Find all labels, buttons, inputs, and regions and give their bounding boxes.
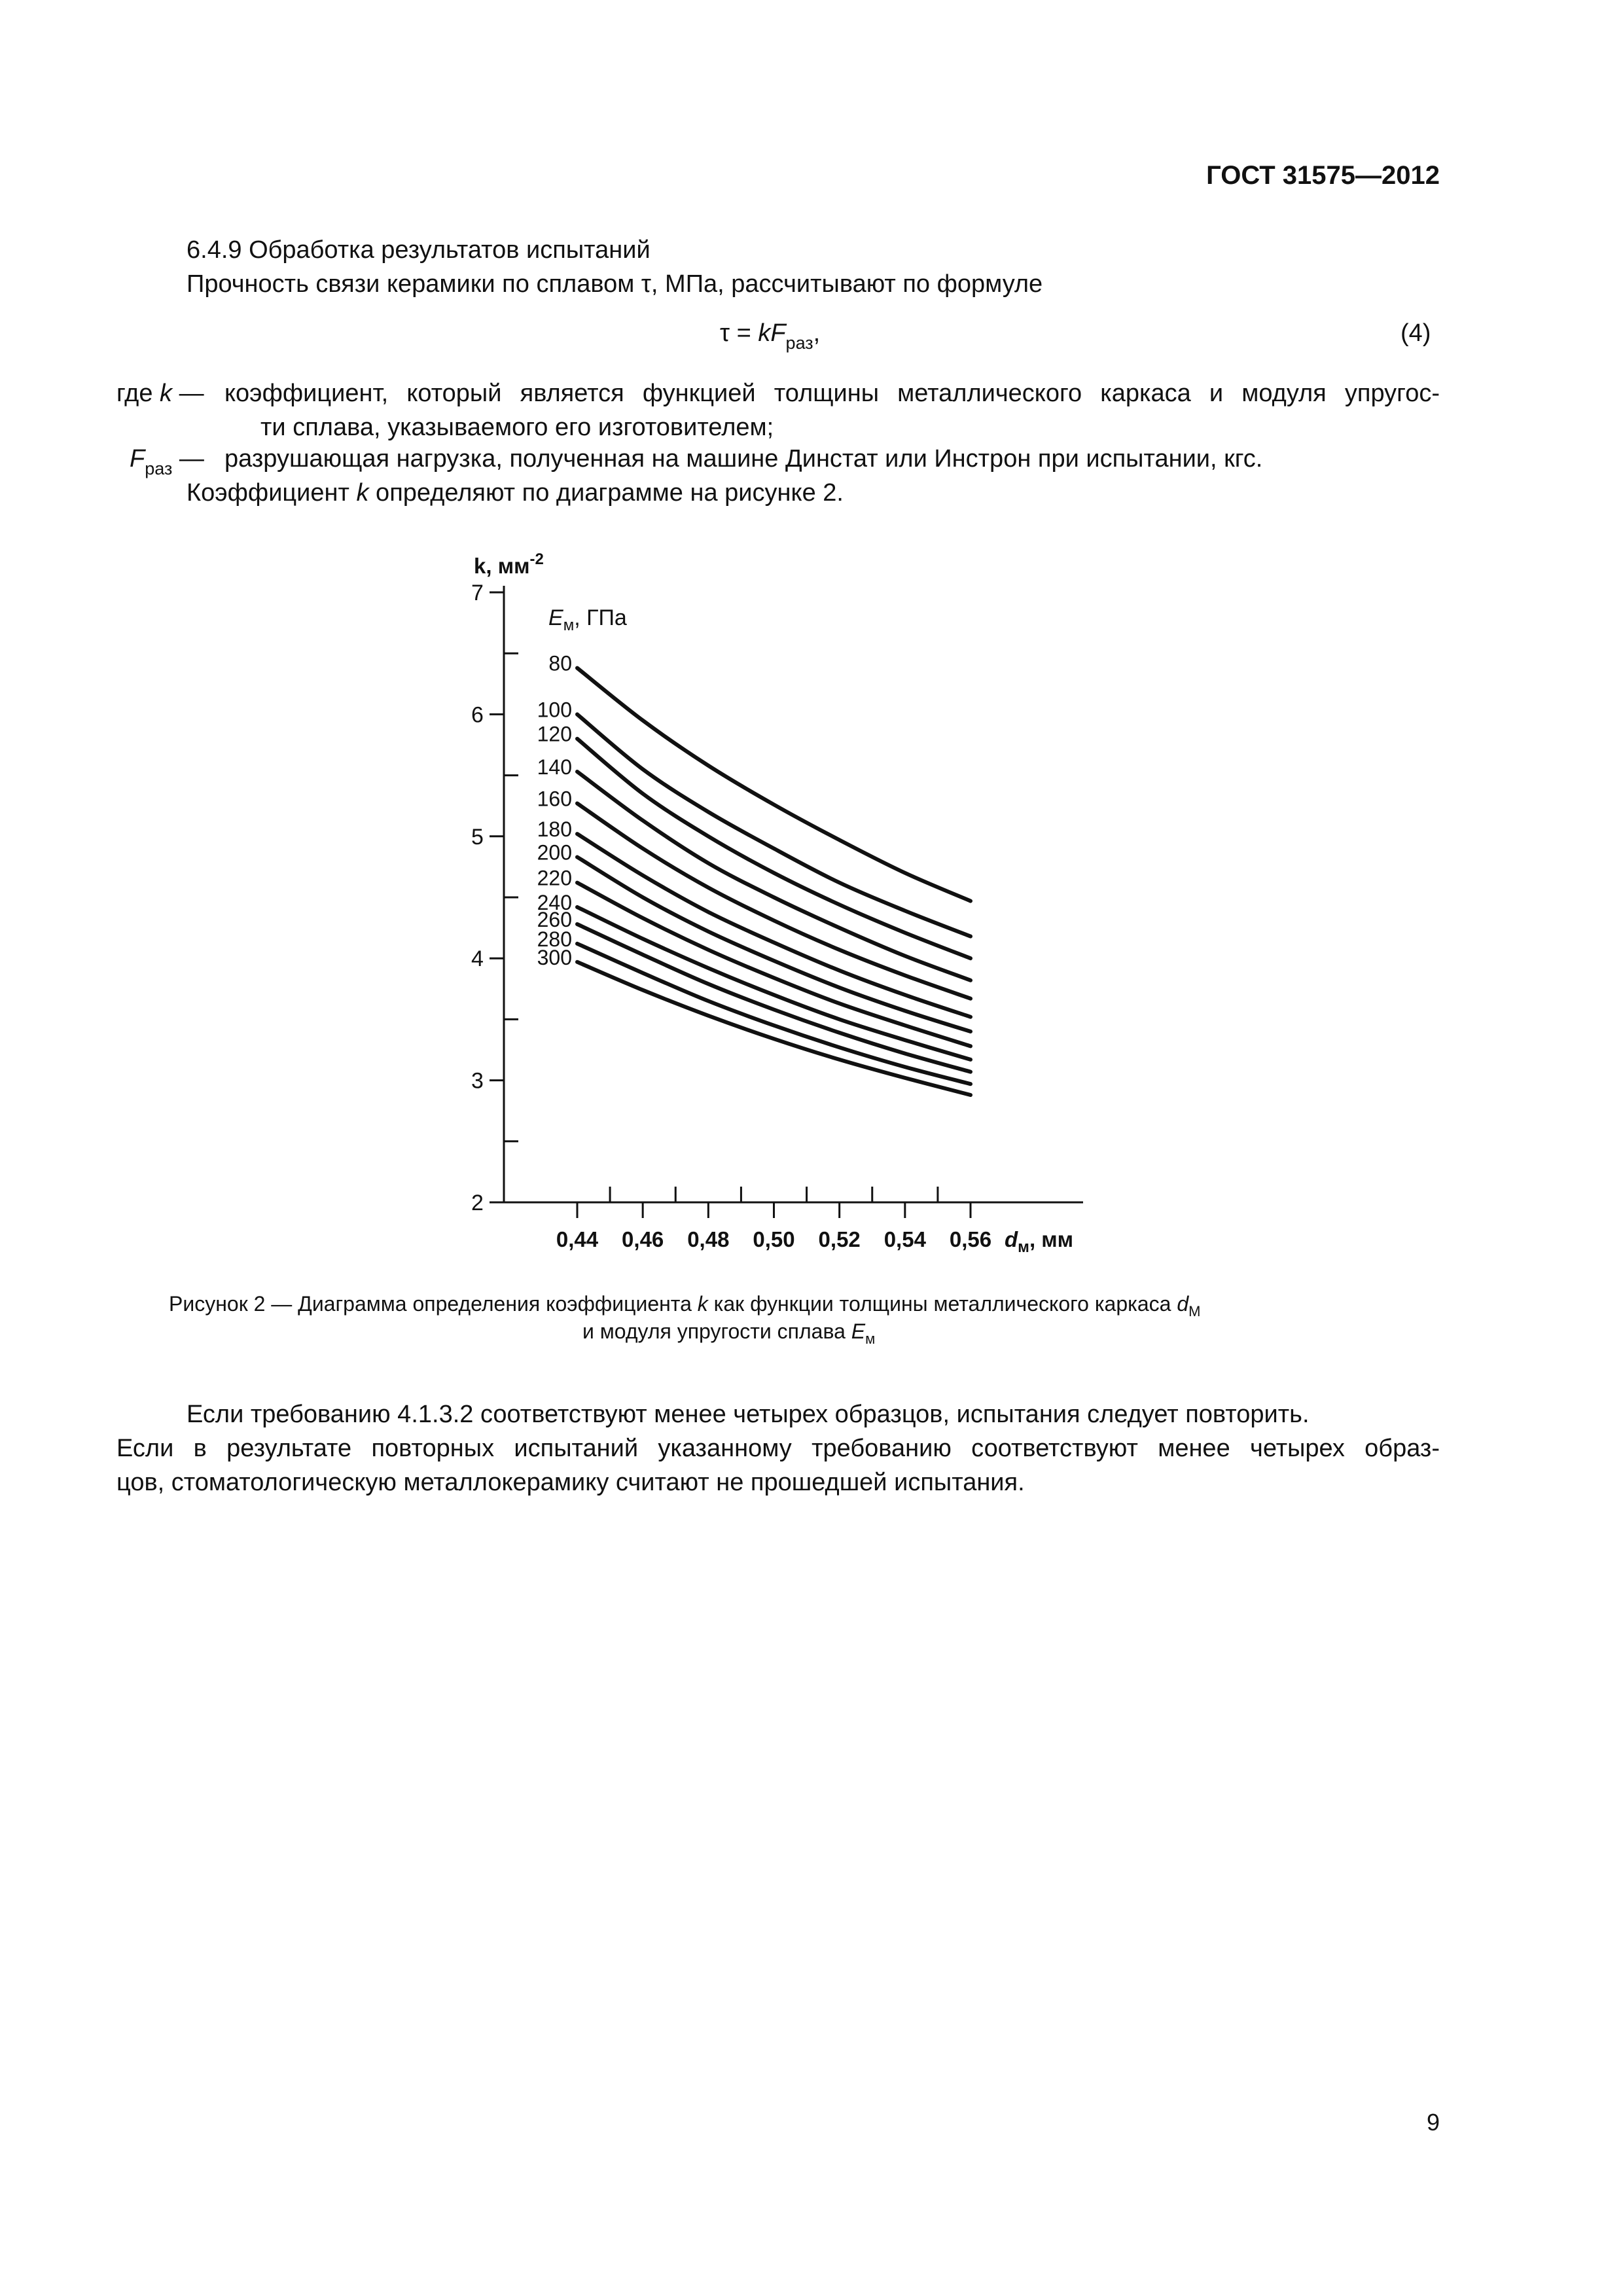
x-axis-label-unit: , мм <box>1029 1227 1074 1251</box>
x-tick-label: 0,56 <box>949 1227 992 1251</box>
caption-d-sub: М <box>1188 1303 1201 1319</box>
x-tick-label: 0,52 <box>818 1227 861 1251</box>
definition-k-dash: — <box>172 380 204 407</box>
caption-E-sub: м <box>865 1331 876 1347</box>
paragraph-line1: Если требованию 4.1.3.2 соответствуют менее четырех образцов, испытания следует повторить. <box>187 1401 1310 1428</box>
series-label-E260: 260 <box>537 908 572 932</box>
figure-caption-line1 <box>169 1289 1200 1321</box>
paragraph-line3: цов, стоматологическую металлокерамику считают не прошедшей испытания. <box>116 1469 1025 1496</box>
paragraph-line2: Если в результате повторных испытаний указанному требованию соответствуют менее четырех образ- <box>116 1435 1440 1462</box>
series-line-E100 <box>577 714 971 936</box>
series-label-E220: 220 <box>537 866 572 890</box>
series-label-E140: 140 <box>537 755 572 780</box>
section-intro: Прочность связи керамики по сплавом τ, МПа, рассчитывают по формуле <box>187 270 1043 298</box>
formula-F-sub: раз <box>785 333 813 353</box>
note-k: k <box>356 479 369 507</box>
caption-k: k <box>697 1292 708 1316</box>
y-axis-label-sup: -2 <box>529 550 544 568</box>
caption-prefix: Рисунок 2 — Диаграмма определения коэффициента <box>169 1292 698 1316</box>
formula-tail: , <box>813 319 821 347</box>
definition-k-prefix: где <box>116 380 160 407</box>
page-number: 9 <box>1426 2109 1440 2136</box>
y-tick-label: 4 <box>471 946 484 972</box>
x-tick-label: 0,54 <box>883 1227 926 1251</box>
formula-lhs: τ = <box>720 319 758 347</box>
series-line-E240 <box>577 907 971 1060</box>
definition-F-symbol: F <box>130 445 145 473</box>
x-tick-label: 0,48 <box>687 1227 730 1251</box>
series-label-E200: 200 <box>537 840 572 865</box>
caption-E: E <box>851 1319 866 1343</box>
definition-k-line2: ти сплава, указываемого его изготовителем; <box>260 414 774 441</box>
series-label-E120: 120 <box>537 722 572 746</box>
y-axis-label <box>474 550 544 578</box>
note-before: Коэффициент <box>187 479 357 507</box>
series-label-E100: 100 <box>537 698 572 722</box>
x-axis-label <box>1005 1227 1073 1256</box>
formula-number: (4) <box>1400 319 1431 347</box>
caption-d: d <box>1177 1292 1189 1316</box>
series-label-E300: 300 <box>537 945 572 969</box>
section-title: 6.4.9 Обработка результатов испытаний <box>187 236 651 264</box>
caption-mid: как функции толщины металлического каркаса <box>707 1292 1177 1316</box>
x-tick-label: 0,46 <box>622 1227 664 1251</box>
y-tick-label: 2 <box>471 1191 484 1215</box>
series-label-E240: 240 <box>537 890 572 914</box>
y-axis-label-text: k, мм <box>474 554 530 578</box>
series-label-E160: 160 <box>537 787 572 811</box>
y-tick-label: 3 <box>471 1068 484 1094</box>
definition-k-line1: коэффициент, который является функцией толщины металлического каркаса и модуля упругос- <box>224 380 1440 407</box>
series-label-E80: 80 <box>548 651 572 675</box>
figure-caption-line2 <box>582 1317 875 1348</box>
definition-k-symbol: k <box>160 380 173 407</box>
caption-line2-prefix: и модуля упругости сплава <box>582 1319 851 1343</box>
series-line-E220 <box>577 883 971 1047</box>
note-after: определяют по диаграмме на рисунке 2. <box>368 479 844 507</box>
y-tick-label: 5 <box>471 824 484 850</box>
x-axis-label-symbol: d <box>1005 1227 1018 1251</box>
formula-k: k <box>758 319 771 347</box>
document-id: ГОСТ 31575—2012 <box>1206 161 1440 190</box>
legend-title-sub: м <box>563 617 575 634</box>
definition-F-text: разрушающая нагрузка, полученная на машине Динстат или Инстрон при испытании, кгс. <box>224 445 1263 473</box>
series-label-E280: 280 <box>537 927 572 951</box>
formula-F: F <box>770 319 786 347</box>
x-tick-label: 0,50 <box>753 1227 795 1251</box>
definition-F-dash: — <box>172 445 204 473</box>
y-tick-label: 6 <box>471 702 484 728</box>
series-label-E180: 180 <box>537 817 572 842</box>
series-line-E80 <box>577 668 971 901</box>
x-axis-label-sub: м <box>1018 1238 1029 1256</box>
definition-F-sub: раз <box>145 459 173 478</box>
y-tick-label: 7 <box>471 581 484 605</box>
legend-title <box>548 605 627 634</box>
legend-title-unit: , ГПа <box>574 605 627 630</box>
x-tick-label: 0,44 <box>556 1227 599 1251</box>
legend-title-symbol: E <box>548 605 563 630</box>
